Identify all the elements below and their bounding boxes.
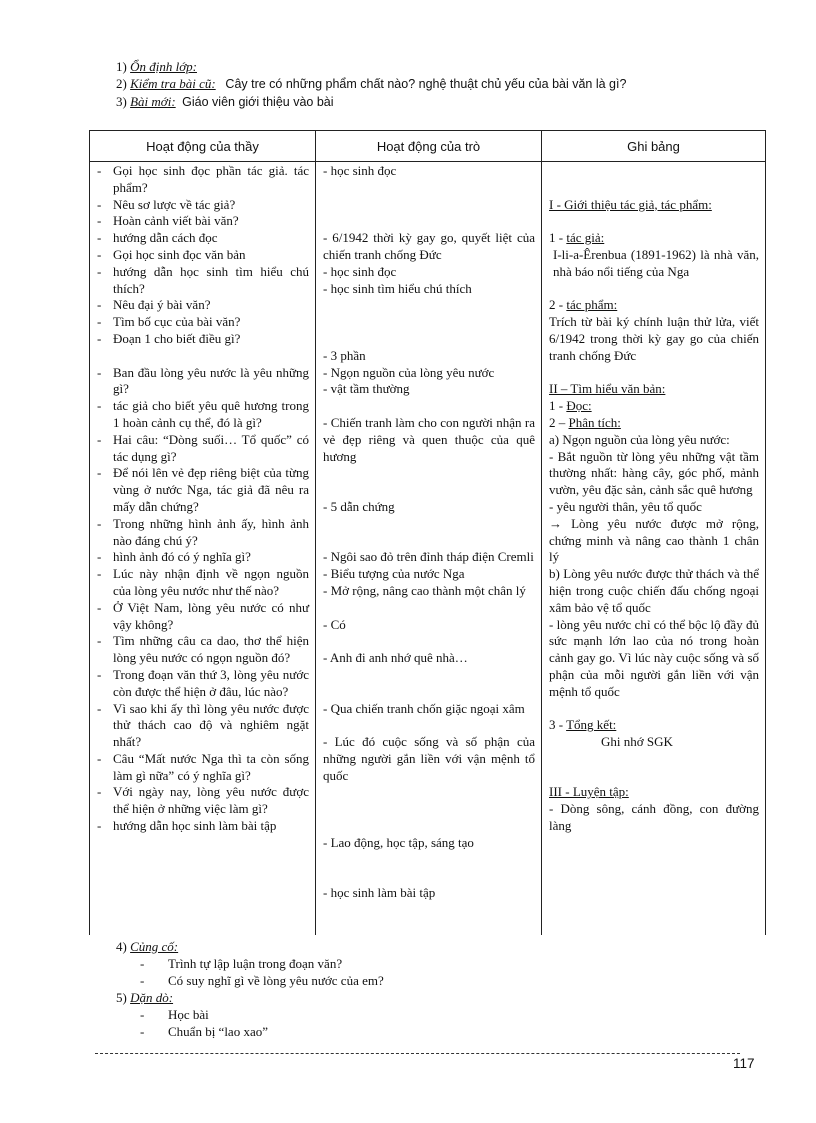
student-item: - Lao động, học tập, sáng tạo [323, 834, 474, 850]
student-item: - Lúc đó cuộc sống và số phận của những người gắn liền với vận mệnh tổ quốc [323, 734, 535, 783]
intro-text: Giáo viên giới thiệu vào bài [182, 95, 334, 109]
section-heading: Củng cố: [130, 939, 179, 954]
student-item: - Qua chiến tranh chốn giặc ngoại xâm [323, 700, 525, 716]
student-item: - Có [323, 616, 346, 632]
header-student: Hoạt động của trò [316, 131, 542, 162]
lesson-table [89, 130, 766, 935]
student-item: - Chiến tranh làm cho con người nhận ra vẻ đẹp riêng và quen thuộc của quê hương [323, 414, 535, 464]
page-number: 117 [733, 1056, 755, 1071]
list-item: - Học bài [140, 1007, 209, 1022]
teacher-item: - Trong đoạn văn thứ 3, lòng yêu nước còn được thể hiện ở đâu, lúc nào? [97, 666, 309, 699]
board-text: - yêu người thân, yêu tổ quốc [549, 498, 702, 514]
intro-num: 2) [116, 76, 127, 91]
teacher-item: - Hai câu: “Dòng suối… Tổ quốc” có tác dụng gì? [97, 431, 309, 464]
intro-num: 1) [116, 59, 127, 74]
list-item: - Có suy nghĩ gì về lòng yêu nước của em? [140, 973, 384, 988]
intro-text: Cây tre có những phẩm chất nào? nghệ thuật chủ yếu của bài văn là gì? [225, 77, 627, 91]
closing-line-4: 4) Củng cố: [116, 939, 179, 954]
teacher-item: - Tìm bố cục của bài văn? [97, 314, 241, 330]
board-text: - lòng yêu nước chỉ có thể bộc lộ đầy đủ sức mạnh lớn lao của nó trong hoàn cảnh gay go. Vì lúc này cuộc sống và số phận của mỗi người gắn liền với vận mệnh tổ quốc [549, 616, 759, 699]
student-item: - Anh đi anh nhớ quê nhà… [323, 650, 468, 666]
board-subheading: 1 - Đọc: [549, 398, 592, 414]
teacher-item: - hướng dẫn cách đọc [97, 230, 218, 246]
board-text: - Dòng sông, cánh đồng, con đường làng [549, 801, 759, 834]
board-text: a) Ngọn nguồn của lòng yêu nước: [549, 431, 730, 447]
teacher-item: - Hoàn cảnh viết bài văn? [97, 213, 239, 229]
student-item: - 6/1942 thời kỳ gay go, quyết liệt của chiến tranh chống Đức [323, 230, 535, 262]
board-section-heading: II – Tìm hiểu văn bản: [549, 381, 666, 397]
teacher-item: - Vì sao khi ấy thì lòng yêu nước được thử thách cao độ và nghiêm ngặt nhất? [97, 700, 309, 750]
board-column [542, 162, 766, 936]
board-text: - Bắt nguồn từ lòng yêu những vật tầm thường nhất: hàng cây, góc phố, mảnh vườn, yêu đặc sản, cảnh sắc quê hương [549, 448, 759, 498]
header-board: Ghi bảng [542, 131, 766, 162]
teacher-item: - hướng dẫn học sinh làm bài tập [97, 818, 277, 834]
student-item: - Mở rộng, nâng cao thành một chân lý [323, 582, 526, 598]
intro-num: 3) [116, 94, 127, 109]
teacher-item: - Đoạn 1 cho biết điều gì? [97, 330, 241, 346]
header-teacher: Hoạt động của thầy [90, 131, 316, 162]
board-section-heading: I - Giới thiệu tác giả, tác phẩm: [549, 196, 712, 212]
board-text: I-li-a-Êrenbua (1891-1962) là nhà văn, nhà báo nổi tiếng của Nga [553, 246, 759, 279]
teacher-item: - hình ảnh đó có ý nghĩa gì? [97, 549, 251, 565]
student-item: - Ngôi sao đỏ trên đỉnh tháp điện Cremli [323, 549, 534, 565]
board-subheading: 2 – Phân tích: [549, 414, 621, 430]
teacher-item: - Câu “Mất nước Nga thì ta còn sống làm gì nữa” có ý nghĩa gì? [97, 750, 309, 783]
student-item: - Biểu tượng của nước Nga [323, 566, 465, 582]
teacher-item: - Để nói lên vẻ đẹp riêng biệt của từng vùng ở nước Nga, tác giả đã nêu ra mấy dẫn chứng? [97, 465, 309, 514]
student-item: - học sinh làm bài tập [323, 885, 436, 901]
student-item: - 5 dẫn chứng [323, 498, 395, 514]
teacher-item: - hướng dẫn học sinh tìm hiểu chú thích? [97, 263, 309, 296]
board-subheading: 2 - tác phẩm: [549, 297, 618, 313]
teacher-item: - Với ngày nay, lòng yêu nước được thể hiện ở những việc làm gì? [97, 784, 309, 817]
teacher-item: - Nêu sơ lược về tác giả? [97, 196, 236, 212]
intro-line-1 [116, 58, 626, 75]
footer-divider [95, 1053, 740, 1054]
teacher-item: - Nêu đại ý bài văn? [97, 297, 211, 313]
teacher-column [90, 162, 316, 936]
board-text: Trích từ bài ký chính luận thử lửa, viết 6/1942 trong thời kỳ gay go của chiến tranh chống Đức [549, 314, 759, 363]
list-item: - Trình tự lập luận trong đoạn văn? [140, 956, 343, 971]
board-subheading: 3 - Tổng kết: [549, 717, 617, 733]
section-heading: Dặn dò: [130, 990, 174, 1005]
intro-line-3 [116, 93, 626, 111]
arrow-right-icon: → [549, 515, 562, 531]
teacher-item: - Tìm những câu ca dao, thơ thể hiện lòng yêu nước có ngọn nguồn đó? [97, 633, 309, 666]
student-item: - 3 phần [323, 347, 366, 363]
lesson-closing [116, 938, 384, 1040]
board-text: Ghi nhớ SGK [601, 734, 673, 750]
teacher-item: - Ban đầu lòng yêu nước là yêu những gì? [97, 364, 309, 397]
section-heading: Kiểm tra bài cũ: [130, 76, 216, 91]
student-item: - Ngọn nguồn của lòng yêu nước [323, 364, 495, 380]
intro-line-2 [116, 75, 626, 93]
student-item: - học sinh tìm hiểu chú thích [323, 280, 472, 296]
board-subheading: 1 - tác giả: [549, 230, 605, 246]
section-heading: Ổn định lớp: [130, 59, 197, 74]
teacher-item: - Ở Việt Nam, lòng yêu nước có như vậy không? [97, 599, 309, 632]
teacher-item: - tác giả cho biết yêu quê hương trong 1 hoàn cảnh cụ thể, đó là gì? [97, 398, 309, 430]
board-text: b) Lòng yêu nước được thử thách và thể hiện trong cuộc chiến đấu chống ngoại xâm bảo vệ tổ quốc [549, 566, 759, 615]
teacher-item: - Gọi học sinh đọc văn bản [97, 246, 246, 262]
closing-line-5: 5) Dặn dò: [116, 990, 174, 1005]
teacher-item: - Lúc này nhận định về ngọn nguồn của lòng yêu nước như thế nào? [97, 566, 309, 598]
table-row [90, 162, 766, 936]
teacher-item: - Trong những hình ảnh ấy, hình ảnh nào đáng chú ý? [97, 515, 309, 548]
student-item: - học sinh đọc [323, 263, 397, 279]
section-heading: Bài mới: [130, 94, 176, 109]
table-header-row [90, 131, 766, 162]
board-section-heading: III - Luyện tập: [549, 784, 629, 800]
student-column [316, 162, 542, 936]
student-item: - vật tầm thường [323, 381, 410, 397]
student-item: - học sinh đọc [323, 163, 397, 178]
teacher-item: - Gọi học sinh đọc phần tác giả. tác phẩm? [97, 163, 309, 195]
list-item: - Chuẩn bị “lao xao” [140, 1024, 268, 1039]
lesson-intro [116, 58, 626, 111]
board-text: → Lòng yêu nước được mở rộng, chứng minh và nâng cao thành 1 chân lý [549, 515, 759, 565]
